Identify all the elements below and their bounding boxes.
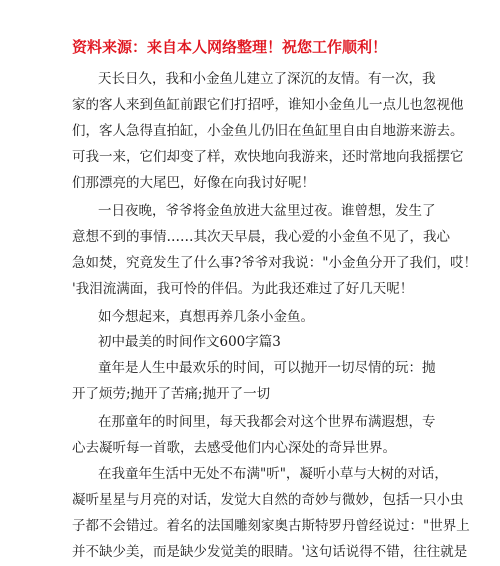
paragraph-1-line-3: 们，客人急得直拍缸，小金鱼儿仍旧在鱼缸里自由自地游来游去。 — [72, 123, 464, 139]
paragraph-3-line-1: 如今想起来，真想再养几条小金鱼。 — [98, 309, 314, 325]
paragraph-1-line-5: 们那漂亮的大尾巴，好像在向我讨好呢！ — [72, 175, 315, 191]
paragraph-2-line-3: 急如焚，究竟发生了什么事?爷爷对我说："小金鱼分开了我们，哎！ — [72, 255, 477, 271]
paragraph-2-line-1: 一日夜晚，爷爷将金鱼放进大盆里过夜。谁曾想，发生了 — [98, 203, 436, 219]
paragraph-6-line-2: 凝听星星与月亮的对话，发觉大自然的奇妙与微妙，包括一只小虫 — [72, 492, 464, 508]
paragraph-1-line-4: 可我一来，它们却变了样，欢快地向我游来，还时常地向我摇摆它 — [72, 149, 464, 165]
paragraph-6-line-3: 子都不会错过。着名的法国雕刻家奥古斯特罗丹曾经说过："世界上 — [72, 518, 470, 534]
paragraph-6-line-1: 在我童年生活中无处不布满"听"，凝听小草与大树的对话， — [98, 466, 448, 482]
paragraph-6-line-4: 并不缺少美，而是缺少发觉美的眼睛。'这句话说得不错，往往就是 — [72, 544, 468, 560]
paragraph-5-line-2: 心去凝听每一首歌，去感受他们内心深处的奇异世界。 — [72, 440, 396, 456]
paragraph-4-line-1: 童年是人生中最欢乐的时间，可以抛开一切尽情的玩：抛 — [98, 360, 436, 376]
paragraph-2-line-2: 意想不到的事情……其次天早晨，我心爱的小金鱼不见了，我心 — [72, 229, 450, 245]
source-notice: 资料来源：来自本人网络整理！祝您工作顺利！ — [72, 38, 388, 56]
paragraph-2-line-4: '我泪流满面，我可怜的伴侣。为此我还难过了好几天呢！ — [72, 281, 414, 297]
essay-heading: 初中最美的时间作文600字篇3 — [98, 334, 281, 350]
paragraph-1-line-2: 家的客人来到鱼缸前跟它们打招呼，谁知小金鱼儿一点儿也忽视他 — [72, 97, 464, 113]
paragraph-4-line-2: 开了烦劳;抛开了苦痛;抛开了一切 — [72, 386, 271, 402]
paragraph-1-line-1: 天长日久，我和小金鱼儿建立了深沉的友情。有一次，我 — [98, 71, 436, 87]
paragraph-5-line-1: 在那童年的时间里，每天我都会对这个世界布满遐想，专 — [98, 414, 436, 430]
